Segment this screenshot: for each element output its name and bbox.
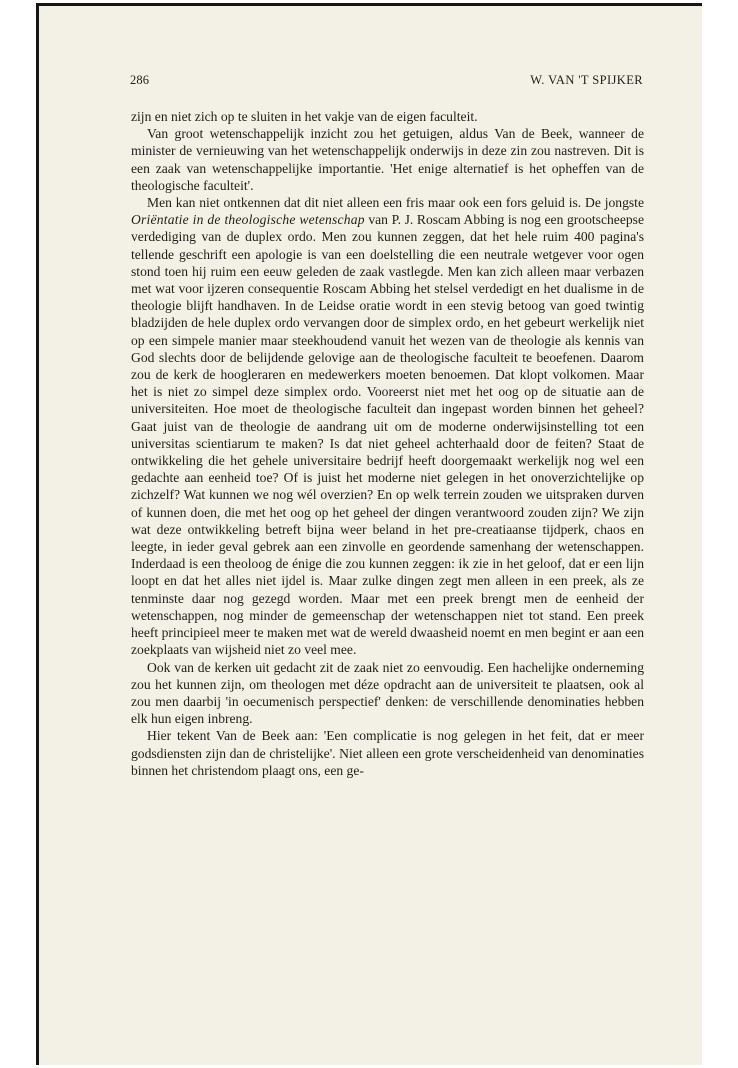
body-text bbox=[131, 108, 644, 779]
paragraph-with-title bbox=[131, 194, 644, 658]
paragraph-continuation: zijn en niet zich op te sluiten in het vakje van de eigen faculteit. bbox=[131, 109, 478, 124]
paragraph: Ook van de kerken uit gedacht zit de zaak niet zo eenvoudig. Een hachelijke onderneming zou het kunnen zijn, om theologen met déze opdracht aan de universiteit te plaatsen, ook al zou men daarbij 'in oecumenisch perspectief' denken: de verschillende denominaties hebben elk hun eigen inbreng. bbox=[131, 659, 644, 727]
paragraph-text: Men kan niet ontkennen dat dit niet alleen een fris maar ook een fors geluid is. De jongste bbox=[147, 195, 644, 211]
page-header bbox=[130, 73, 643, 91]
book-title: Oriëntatie in de theologische wetenschap bbox=[131, 212, 365, 228]
page-number: 286 bbox=[130, 73, 150, 87]
paragraph: Van groot wetenschappelijk inzicht zou het getuigen, aldus Van de Beek, wanneer de minister de vernieuwing van het wetenschappelijk onderwijs in deze zin zou nastreven. Dit is een zaak van wetenschappelijke importantie. 'Het enige alternatief is het opheffen van de theologische faculteit'. bbox=[131, 126, 644, 193]
paragraph: Hier tekent Van de Beek aan: 'Een complicatie is nog gelegen in het feit, dat er meer godsdiensten zijn dan de christelijke'. Niet alleen een grote verscheidenheid van denominaties binnen het christendom plaagt ons, een ge- bbox=[131, 728, 644, 778]
paragraph-text: van P. J. Roscam Abbing is nog een grootscheepse verdediging van de duplex ordo. Men zou kunnen zeggen, dat het hele ruim 400 pagina's tellende geschrift een apologie is van een doelstelling die een neutrale wetgever voor ogen stond toen hij ruim een eeuw geleden de zaak vastlegde. Men kan zich alleen maar verbazen met wat voor ijzeren consequentie Roscam Abbing het stelsel verdedigt en het dualisme in de theologie blijft handhaven. In de Leidse oratie wordt in een stevig betoog van goed twintig bladzijden de hele duplex ordo vervangen door de simplex ordo, en het gebeurt werkelijk niet op een simpele manier maar steekhoudend vanuit het wezen van de theologie als kennis van God slechts door de belijdende gelovige aan de theologische faculteit te beoefenen. Daarom zou de kerk de hoogleraren en medewerkers moeten benoemen. Dat klopt volkomen. Maar het is niet zo simpel deze simplex ordo. Vooreerst niet met het oog op de situatie aan de universiteiten. Hoe moet de theologische faculteit dan ingepast worden binnen het geheel? Gaat juist van de theologie de aandrang uit om de moderne onderwijsinstelling tot een universitas scientiarum te maken? Is dat niet geheel achterhaald door de feiten? Staat de ontwikkeling die het gehele universitaire bedrijf heeft doorgemaakt werkelijk nog wel een gedachte aan eenheid toe? Of is juist het moderne niet gelegen in het onoverzichtelijke op zichzelf? Wat kunnen we nog wél overzien? En op welk terrein zouden we uitspraken durven of kunnen doen, die met het oog op het geheel der dingen verantwoord zouden zijn? We zijn wat deze ontwikkeling betreft bijna weer beland in het pre-creatiaanse tijdperk, chaos en leegte, in ieder geval gebrek aan een zinvolle en geordende samenhang der wetenschappen. Inderdaad is een theoloog de énige die zou kunnen zeggen: ik zie in het geloof, dat er een lijn loopt en dat het alles niet ijdel is. Maar zulke dingen zegt men alleen in een preek, als ze tenminste daar nog gezegd worden. Maar met een preek brengt men de eenheid der wetenschappen, nog minder de gemeenschap der wetenschappen niet tot stand. Een preek heeft principieel meer te maken met wat de wereld dwaasheid noemt en men begint er aan een zoekplaats van wijsheid niet zo veel mee. bbox=[131, 212, 644, 658]
running-head: W. VAN 'T SPIJKER bbox=[530, 73, 643, 87]
